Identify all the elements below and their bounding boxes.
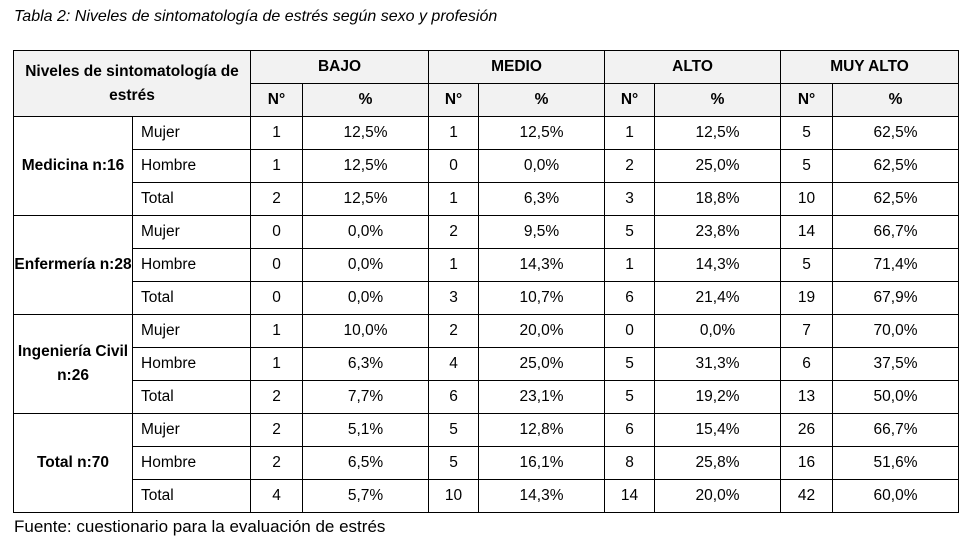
table-row [14,315,959,348]
count-cell: 5 [429,447,479,480]
sex-label: Hombre [133,249,251,282]
percent-cell: 51,6% [833,447,959,480]
count-cell: 2 [251,183,303,216]
percent-cell: 16,1% [479,447,605,480]
table-caption: Tabla 2: Niveles de sintomatología de estrés según sexo y profesión [14,8,498,25]
group-label: Total n:70 [14,414,133,513]
percent-cell: 66,7% [833,414,959,447]
percent-cell: 15,4% [655,414,781,447]
sex-label: Total [133,183,251,216]
n-header: N° [781,84,833,117]
count-cell: 3 [429,282,479,315]
count-cell: 19 [781,282,833,315]
count-cell: 1 [605,117,655,150]
count-cell: 4 [251,480,303,513]
sex-label: Total [133,381,251,414]
count-cell: 1 [429,183,479,216]
level-header-muy-alto: MUY ALTO [781,51,959,84]
percent-cell: 20,0% [655,480,781,513]
count-cell: 0 [429,150,479,183]
count-cell: 0 [251,216,303,249]
percent-cell: 62,5% [833,117,959,150]
table-row [14,150,959,183]
count-cell: 6 [605,414,655,447]
count-cell: 10 [781,183,833,216]
table-row [14,348,959,381]
table-row [14,216,959,249]
count-cell: 1 [251,150,303,183]
count-cell: 3 [605,183,655,216]
percent-cell: 50,0% [833,381,959,414]
percent-cell: 25,0% [655,150,781,183]
percent-cell: 21,4% [655,282,781,315]
group-label: Enfermería n:28 [14,216,133,315]
count-cell: 14 [605,480,655,513]
table-row [14,447,959,480]
percent-cell: 12,5% [655,117,781,150]
sex-label: Mujer [133,117,251,150]
count-cell: 2 [251,447,303,480]
count-cell: 0 [251,249,303,282]
percent-cell: 0,0% [479,150,605,183]
percent-cell: 23,1% [479,381,605,414]
percent-cell: 37,5% [833,348,959,381]
percent-cell: 62,5% [833,183,959,216]
sex-label: Hombre [133,150,251,183]
count-cell: 5 [429,414,479,447]
sex-label: Mujer [133,315,251,348]
table-row [14,183,959,216]
count-cell: 0 [251,282,303,315]
count-cell: 2 [251,381,303,414]
percent-cell: 25,0% [479,348,605,381]
percent-cell: 5,7% [303,480,429,513]
percent-cell: 14,3% [655,249,781,282]
count-cell: 1 [251,348,303,381]
stress-table [13,50,959,513]
percent-cell: 0,0% [303,216,429,249]
count-cell: 1 [429,117,479,150]
count-cell: 2 [429,216,479,249]
count-cell: 42 [781,480,833,513]
header-row-levels [14,51,959,84]
percent-cell: 10,7% [479,282,605,315]
group-label: Medicina n:16 [14,117,133,216]
pct-header: % [655,84,781,117]
sex-label: Hombre [133,447,251,480]
pct-header: % [479,84,605,117]
sex-label: Hombre [133,348,251,381]
table-row [14,381,959,414]
percent-cell: 10,0% [303,315,429,348]
count-cell: 4 [429,348,479,381]
percent-cell: 9,5% [479,216,605,249]
count-cell: 0 [605,315,655,348]
count-cell: 5 [605,381,655,414]
percent-cell: 60,0% [833,480,959,513]
percent-cell: 12,8% [479,414,605,447]
percent-cell: 12,5% [303,183,429,216]
count-cell: 7 [781,315,833,348]
percent-cell: 23,8% [655,216,781,249]
percent-cell: 66,7% [833,216,959,249]
count-cell: 2 [605,150,655,183]
table-row [14,117,959,150]
count-cell: 5 [605,348,655,381]
source-note: Fuente: cuestionario para la evaluación de estrés [14,517,386,536]
percent-cell: 25,8% [655,447,781,480]
group-label: Ingeniería Civil n:26 [14,315,133,414]
percent-cell: 14,3% [479,249,605,282]
percent-cell: 6,5% [303,447,429,480]
level-header-bajo: BAJO [251,51,429,84]
count-cell: 1 [429,249,479,282]
count-cell: 10 [429,480,479,513]
count-cell: 5 [781,249,833,282]
percent-cell: 20,0% [479,315,605,348]
table-row [14,480,959,513]
count-cell: 1 [605,249,655,282]
percent-cell: 12,5% [479,117,605,150]
sex-label: Mujer [133,216,251,249]
percent-cell: 6,3% [479,183,605,216]
count-cell: 6 [781,348,833,381]
table-row [14,249,959,282]
pct-header: % [833,84,959,117]
percent-cell: 19,2% [655,381,781,414]
percent-cell: 14,3% [479,480,605,513]
percent-cell: 0,0% [303,282,429,315]
count-cell: 13 [781,381,833,414]
count-cell: 5 [605,216,655,249]
pct-header: % [303,84,429,117]
count-cell: 26 [781,414,833,447]
percent-cell: 0,0% [655,315,781,348]
count-cell: 2 [251,414,303,447]
percent-cell: 12,5% [303,150,429,183]
percent-cell: 67,9% [833,282,959,315]
table-row [14,282,959,315]
table-row [14,414,959,447]
table-body [14,117,959,513]
percent-cell: 5,1% [303,414,429,447]
percent-cell: 18,8% [655,183,781,216]
percent-cell: 62,5% [833,150,959,183]
count-cell: 2 [429,315,479,348]
count-cell: 16 [781,447,833,480]
percent-cell: 12,5% [303,117,429,150]
level-header-medio: MEDIO [429,51,605,84]
count-cell: 6 [429,381,479,414]
sex-label: Mujer [133,414,251,447]
row-label-header: Niveles de sintomatología de estrés [14,51,251,117]
percent-cell: 6,3% [303,348,429,381]
count-cell: 1 [251,117,303,150]
n-header: N° [605,84,655,117]
percent-cell: 7,7% [303,381,429,414]
count-cell: 1 [251,315,303,348]
sex-label: Total [133,282,251,315]
count-cell: 5 [781,117,833,150]
level-header-alto: ALTO [605,51,781,84]
percent-cell: 0,0% [303,249,429,282]
count-cell: 14 [781,216,833,249]
percent-cell: 70,0% [833,315,959,348]
percent-cell: 71,4% [833,249,959,282]
n-header: N° [251,84,303,117]
count-cell: 6 [605,282,655,315]
count-cell: 8 [605,447,655,480]
n-header: N° [429,84,479,117]
percent-cell: 31,3% [655,348,781,381]
count-cell: 5 [781,150,833,183]
sex-label: Total [133,480,251,513]
